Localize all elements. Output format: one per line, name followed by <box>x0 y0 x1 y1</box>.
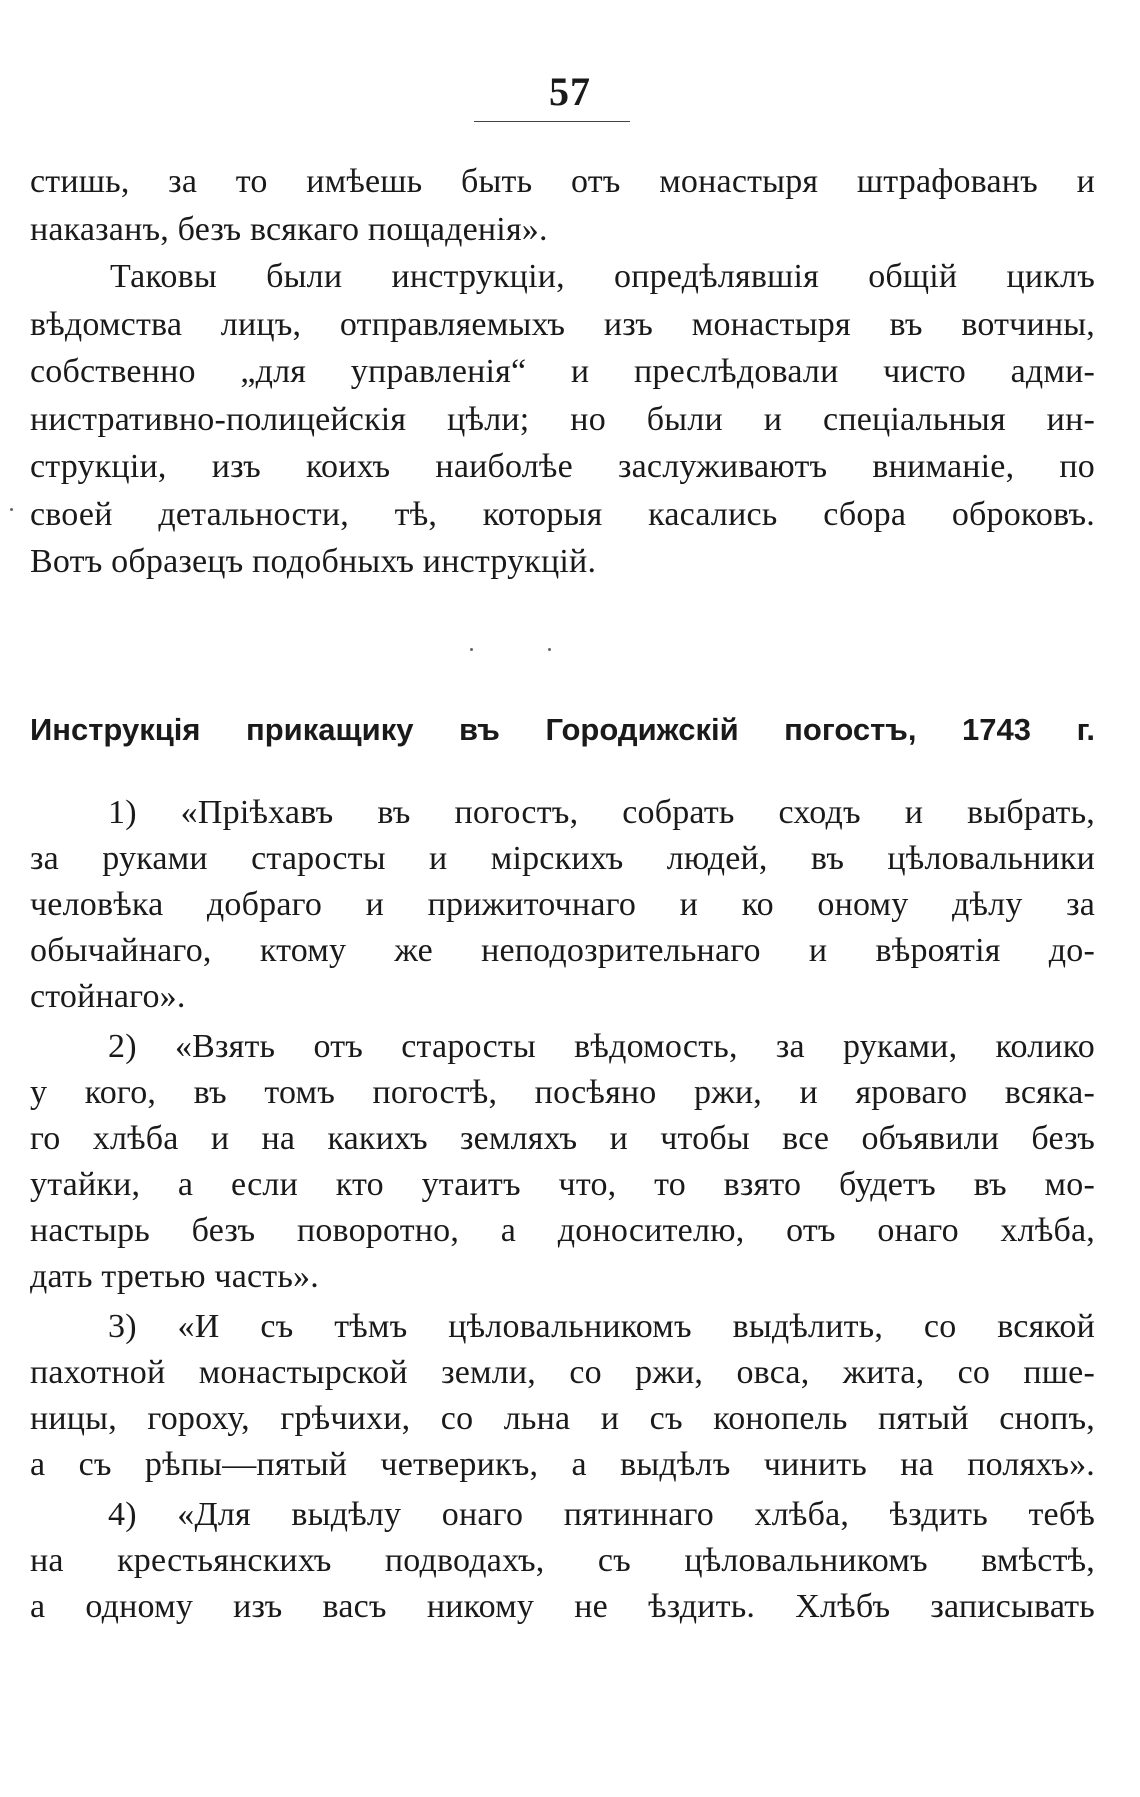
text-line: 2) «Взять отъ старосты вѣдомость, за руками, колико <box>108 1028 1095 1065</box>
text-line: обычайнаго, ктому же неподозрительнаго и вѣроятія до- <box>30 932 1095 969</box>
intro-paragraphs <box>30 158 1095 586</box>
text-line: пахотной монастырской земли, со ржи, овса, жита, со пше- <box>30 1354 1095 1391</box>
text-line: стишь, за то имѣешь быть отъ монастыря штрафованъ и <box>30 163 1095 200</box>
text-line: а съ рѣпы—пятый четверикъ, а выдѣлъ чинить на поляхъ». <box>30 1446 1095 1483</box>
text-line: Вотъ образецъ подобныхъ инструкцій. <box>30 543 597 580</box>
text-line: наказанъ, безъ всякаго пощаденія». <box>30 210 548 248</box>
text-line: Таковы были инструкціи, опредѣлявшія общій циклъ <box>110 258 1095 295</box>
print-speck <box>470 648 473 651</box>
text-line: собственно „для управленія“ и преслѣдовали чисто адми- <box>30 353 1095 390</box>
text-line: своей детальности, тѣ, которыя касались сбора оброковъ. <box>30 495 1095 533</box>
print-speck <box>548 648 551 651</box>
section-heading: Инструкція прикащику въ Городижскій погостъ, 1743 г. <box>30 712 1095 747</box>
text-line: настырь безъ поворотно, а доносителю, отъ онаго хлѣба, <box>30 1212 1095 1249</box>
text-line: за руками старосты и мірскихъ людей, въ цѣловальники <box>30 840 1095 877</box>
text-line: на крестьянскихъ подводахъ, съ цѣловальникомъ вмѣстѣ, <box>30 1542 1095 1579</box>
text-line: а одному изъ васъ никому не ѣздить. Хлѣбъ записывать <box>30 1588 1095 1625</box>
text-line: 4) «Для выдѣлу онаго пятиннаго хлѣба, ѣздить тебѣ <box>108 1496 1095 1533</box>
page-number: 57 <box>549 69 591 114</box>
text-line: вѣдомства лицъ, отправляемыхъ изъ монастыря въ вотчины, <box>30 305 1095 343</box>
text-line: утайки, а если кто утаитъ что, то взято будетъ въ мо- <box>30 1166 1095 1203</box>
text-line: ницы, гороху, грѣчихи, со льна и съ конопель пятый снопъ, <box>30 1400 1095 1437</box>
text-line: человѣка добраго и прижиточнаго и ко оному дѣлу за <box>30 886 1095 923</box>
text-line: 1) «Пріѣхавъ въ погостъ, собрать сходъ и выбрать, <box>108 794 1095 831</box>
text-line: у кого, въ томъ погостѣ, посѣяно ржи, и яроваго всяка- <box>30 1074 1095 1111</box>
instruction-paragraphs <box>30 790 1095 1630</box>
text-line: струкціи, изъ коихъ наиболѣе заслуживаютъ вниманіе, по <box>30 448 1095 485</box>
page-number-rule <box>474 121 630 122</box>
text-line: дать третью часть». <box>30 1258 319 1295</box>
print-speck <box>10 508 13 511</box>
text-line: 3) «И съ тѣмъ цѣловальникомъ выдѣлить, со всякой <box>108 1308 1095 1345</box>
text-line: стойнаго». <box>30 978 186 1015</box>
text-line: нистративно-полицейскія цѣли; но были и спеціальныя ин- <box>30 400 1095 438</box>
text-line: го хлѣба и на какихъ земляхъ и чтобы все объявили безъ <box>30 1120 1095 1157</box>
